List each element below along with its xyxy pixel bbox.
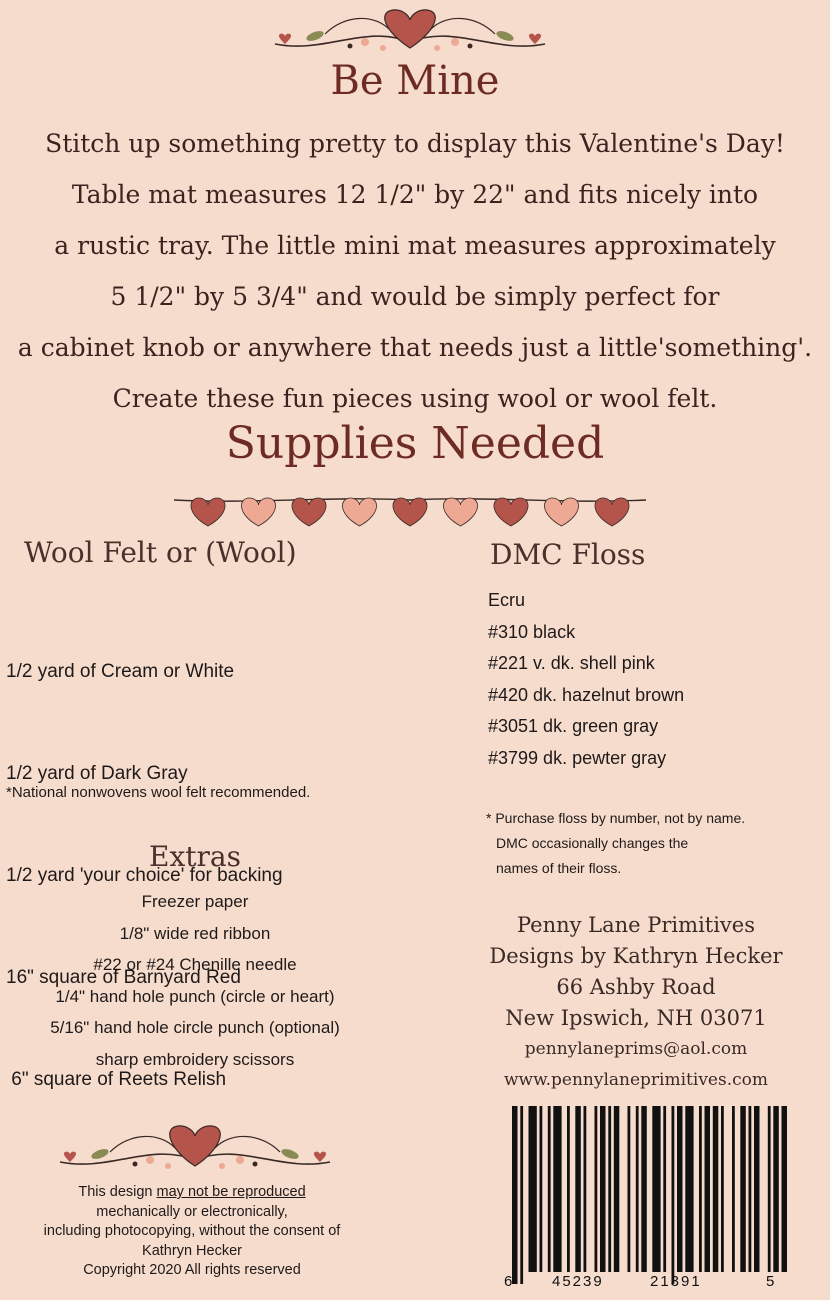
extras-list [0, 886, 390, 1075]
list-item: #310 black [488, 621, 576, 642]
barcode [490, 1098, 794, 1300]
heart-garland-divider [170, 490, 650, 532]
wool-heading: Wool Felt or (Wool) [24, 536, 297, 569]
footer-line: including photocopying, without the consent of [43, 1223, 341, 1239]
wool-note: *National nonwovens wool felt recommended. [6, 784, 311, 801]
list-item: 16" square of Barnyard Red [6, 967, 241, 988]
barcode-digit-last: 5 [766, 1273, 775, 1290]
heart-icon [191, 498, 225, 526]
company-info [486, 910, 786, 1096]
footer-emphasis: may not be reproduced [156, 1184, 306, 1200]
footer-line: Copyright 2020 All rights reserved [83, 1262, 301, 1278]
heart-icon [494, 498, 528, 526]
barcode-digit-first: 6 [504, 1273, 513, 1290]
heart-icon [292, 498, 326, 526]
heart-icon [393, 498, 427, 526]
barcode-group-left: 45239 [552, 1273, 604, 1290]
list-item: 1/2 yard of Dark Gray [6, 763, 188, 784]
list-item: 1/2 yard of Cream or White [6, 661, 235, 682]
list-item: #3051 dk. green gray [488, 716, 659, 736]
extras-heading: Extras [149, 840, 241, 873]
footer-line: mechanically or electronically, [96, 1203, 288, 1220]
intro-line: a cabinet knob or anywhere that needs just a little'something'. [17, 333, 813, 362]
email-link[interactable]: pennylaneprims@aol.com [524, 1039, 748, 1059]
intro-line: a rustic tray. The little mini mat measures approximately [54, 231, 776, 260]
page-title: Be Mine [330, 58, 500, 104]
heart-icon [241, 498, 275, 526]
list-item: #3799 dk. pewter gray [488, 747, 667, 768]
list-item: 1/4" hand hole punch (circle or heart) [55, 986, 335, 1006]
heart-icon [595, 498, 629, 526]
note-line: DMC occasionally changes the [496, 835, 689, 851]
intro-paragraph [10, 118, 820, 424]
dmc-list [488, 585, 684, 774]
footer-text: This design [78, 1184, 157, 1200]
list-item: Freezer paper [141, 892, 249, 911]
heart-icon [342, 498, 376, 526]
list-item: 1/2 yard 'your choice' for backing [6, 865, 283, 886]
top-heart-flourish [265, 4, 555, 56]
heart-icon [443, 498, 477, 526]
note-line: * Purchase floss by number, not by name. [486, 810, 746, 826]
street-address: 66 Ashby Road [556, 975, 716, 999]
list-item: #420 dk. hazelnut brown [488, 684, 685, 705]
list-item: sharp embroidery scissors [95, 1049, 295, 1069]
footer-line: Kathryn Hecker [142, 1242, 242, 1259]
list-item: 1/8" wide red ribbon [119, 923, 271, 943]
footer-line [0, 1183, 384, 1203]
list-item: 5/16" hand hole circle punch (optional) [50, 1018, 340, 1037]
dmc-note [486, 806, 745, 881]
dmc-heading: DMC Floss [490, 538, 646, 571]
intro-line: Stitch up something pretty to display this Valentine's Day! [45, 129, 785, 158]
list-item: #22 or #24 Chenille needle [93, 955, 297, 974]
intro-line: 5 1/2" by 5 3/4" and would be simply perfect for [110, 282, 720, 311]
intro-line: Create these fun pieces using wool or wool felt. [112, 384, 718, 413]
bottom-heart-flourish [50, 1118, 340, 1174]
website-link[interactable]: www.pennylaneprimitives.com [503, 1070, 768, 1090]
list-item: Ecru [488, 590, 526, 610]
list-item: 6" square of Reets Relish [6, 1069, 227, 1090]
copyright-notice [0, 1183, 384, 1281]
designer-line: Designs by Kathryn Hecker [489, 944, 783, 968]
city-address: New Ipswich, NH 03071 [505, 1006, 767, 1030]
list-item: #221 v. dk. shell pink [488, 653, 655, 673]
barcode-bars [490, 1106, 794, 1284]
supplies-heading: Supplies Needed [225, 418, 605, 469]
intro-line: Table mat measures 12 1/2" by 22" and fits nicely into [71, 180, 759, 209]
heart-icon [544, 498, 578, 526]
barcode-group-right: 21391 [650, 1273, 702, 1290]
note-line: names of their floss. [496, 860, 622, 876]
company-name: Penny Lane Primitives [516, 913, 756, 937]
